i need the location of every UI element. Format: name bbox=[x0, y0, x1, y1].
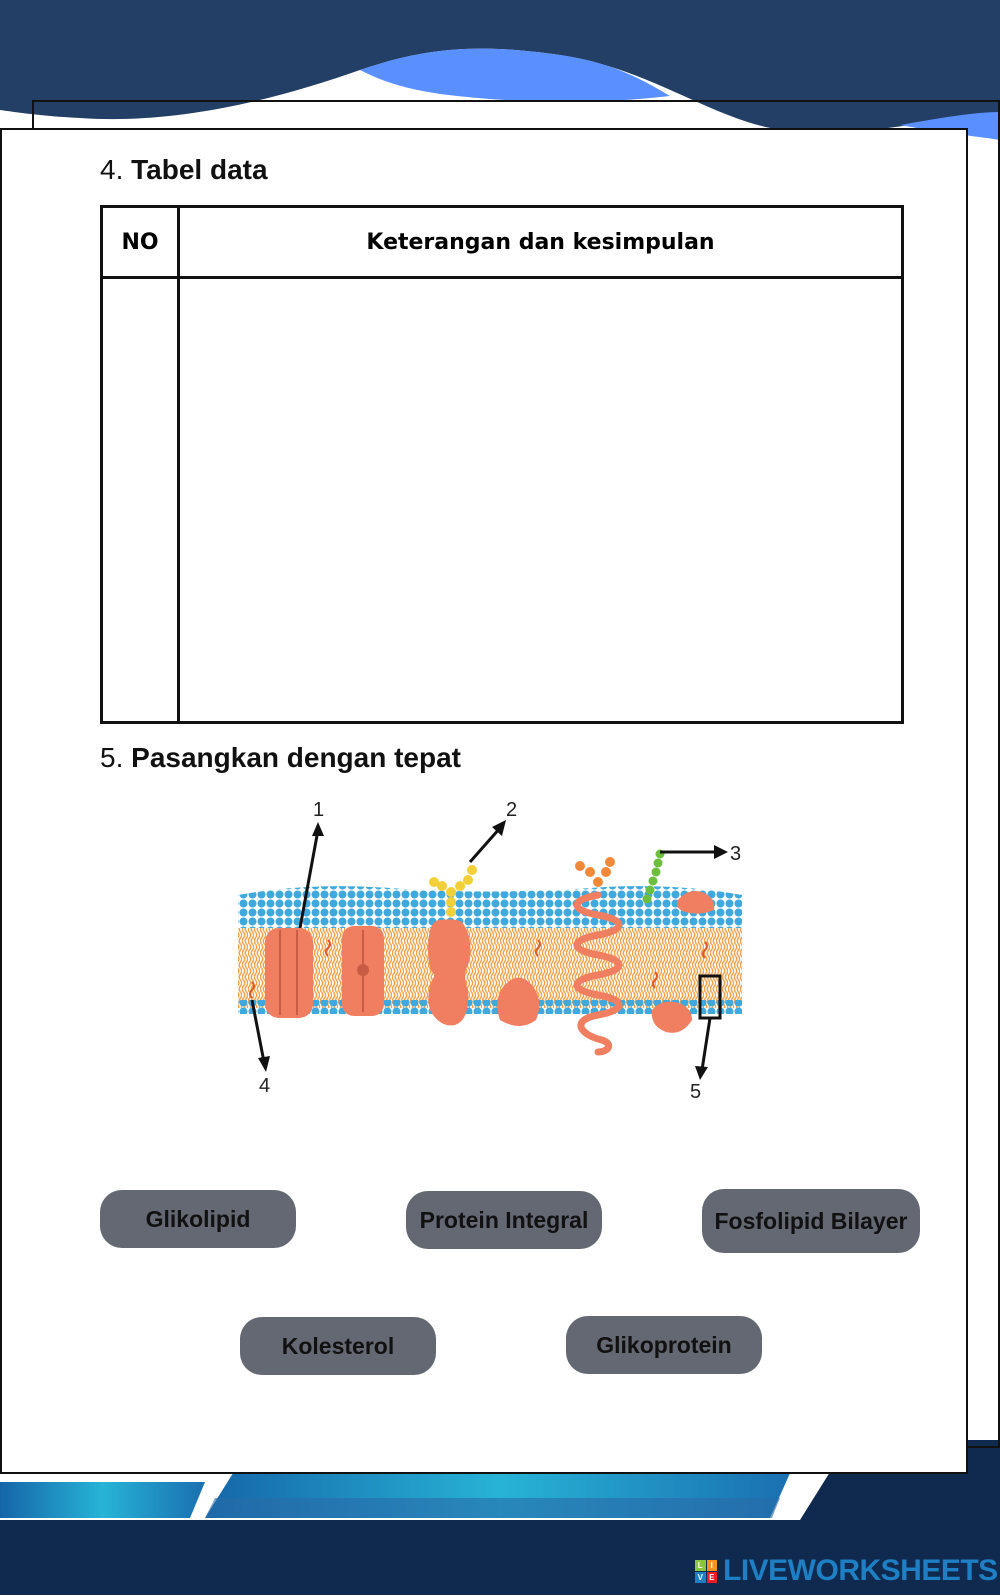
option-fosfolipid-bilayer[interactable]: Fosfolipid Bilayer bbox=[702, 1189, 920, 1253]
column-header-description: Keterangan dan kesimpulan bbox=[179, 207, 903, 278]
section-5-title: Pasangkan dengan tepat bbox=[131, 742, 462, 773]
option-glikolipid[interactable]: Glikolipid bbox=[100, 1190, 296, 1248]
section-4-number: 4. bbox=[100, 154, 124, 185]
channel-protein bbox=[342, 926, 384, 1016]
section-4-heading bbox=[100, 154, 268, 186]
phospholipid-bilayer bbox=[238, 886, 742, 1014]
data-table bbox=[100, 205, 904, 724]
liveworksheets-logo bbox=[695, 1555, 998, 1587]
channel-protein bbox=[265, 928, 313, 1018]
table-header-row bbox=[102, 207, 903, 278]
table-cell-description[interactable] bbox=[179, 278, 903, 723]
option-glikoprotein[interactable]: Glikoprotein bbox=[566, 1316, 762, 1374]
section-5-number: 5. bbox=[100, 742, 124, 773]
liveworksheets-logo-mark: L I V E bbox=[695, 1560, 717, 1582]
diagram-label-3: 3 bbox=[730, 843, 742, 865]
table-row bbox=[102, 278, 903, 723]
option-protein-integral[interactable]: Protein Integral bbox=[406, 1191, 602, 1249]
section-4-title: Tabel data bbox=[131, 154, 268, 185]
liveworksheets-wordmark: LIVEWORKSHEETS bbox=[723, 1554, 998, 1587]
diagram-label-1: 1 bbox=[313, 800, 325, 821]
diagram-label-5: 5 bbox=[690, 1081, 702, 1103]
diagram-label-4: 4 bbox=[259, 1075, 271, 1097]
option-kolesterol[interactable]: Kolesterol bbox=[240, 1317, 436, 1375]
cell-membrane-diagram bbox=[230, 800, 770, 1130]
diagram-label-2: 2 bbox=[506, 800, 518, 821]
table-cell-no[interactable] bbox=[102, 278, 179, 723]
column-header-no: NO bbox=[102, 207, 179, 278]
section-5-heading bbox=[100, 742, 461, 774]
